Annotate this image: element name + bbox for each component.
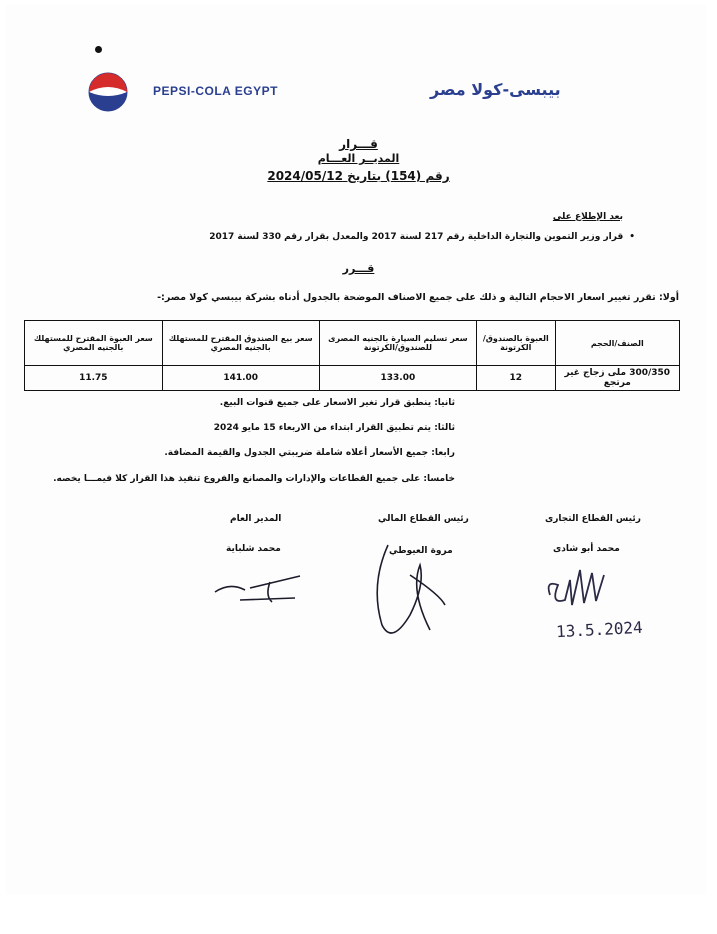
decision-title: قـــرار [339, 137, 378, 151]
decision-number: رقم (154) بتاريخ 2024/05/12 [267, 169, 450, 183]
clause-second: ثانيا: ينطبق قرار تغير الاسعار على جميع قنوات البيع. [219, 398, 455, 408]
table-header: سعر العبوة المقترح للمستهلك بالجنيه المصري [25, 321, 163, 366]
table-header: سعر تسليم السيارة بالجنيه المصرى للصندوق/الكرتونة [319, 321, 476, 366]
price-table [24, 320, 680, 391]
signature-finance-scribble [370, 535, 450, 645]
table-cell: 141.00 [162, 366, 319, 391]
clause-fifth: خامسا: على جميع القطاعات والإدارات والمصانع والفروع تنفيذ هذا القرار كلا فيمـــا يخصه. [53, 474, 455, 484]
signature-gm-scribble [210, 570, 310, 610]
pepsi-globe-logo [88, 72, 128, 112]
issuer-title: المديــر العـــام [317, 152, 400, 165]
table-cell: 11.75 [25, 366, 163, 391]
signature-name-finance: مروة العيوطي [389, 546, 453, 556]
table-cell: 12 [476, 366, 555, 391]
brand-name-english: PEPSI-COLA EGYPT [153, 84, 278, 98]
clause-third: ثالثا: يتم تطبيق القرار ابتداء من الاربعاء 15 مايو 2024 [213, 423, 455, 433]
table-header: العبوة بالصندوق/ الكرتونة [476, 321, 555, 366]
preamble-intro: بعد الإطلاع على [552, 212, 623, 222]
signature-commercial-scribble [540, 565, 620, 615]
signature-title-commercial: رئيس القطاع التجارى [545, 514, 641, 524]
handwritten-date: 13.5.2024 [555, 617, 644, 642]
table-cell: 133.00 [319, 366, 476, 391]
clause-fourth: رابعا: جميع الأسعار أعلاه شاملة ضريبتي الجدول والقيمة المضافة. [164, 448, 455, 458]
table-header-row [25, 321, 680, 366]
preamble-bullet: • قرار وزير التموين والتجارة الداخلية رقم 217 لسنة 2017 والمعدل بقرار رقم 330 لسنة 2017 [209, 232, 635, 242]
table-header: الصنف/الحجم [555, 321, 679, 366]
signature-title-finance: رئيس القطاع المالي [378, 514, 469, 524]
brand-name-arabic: بيبسى-كولا مصر [430, 80, 561, 99]
signature-title-gm: المدير العام [230, 514, 282, 524]
signature-name-gm: محمد شلباية [226, 544, 281, 554]
signature-name-commercial: محمد أبو شادى [553, 544, 620, 554]
decision-heading: قـــرر [342, 262, 375, 275]
bullet-dot [95, 46, 102, 53]
table-row [25, 366, 680, 391]
table-cell: 300/350 ملى زجاج غير مرتجع [555, 366, 679, 391]
table-header: سعر بيع الصندوق المقترح للمستهلك بالجنيه المصري [162, 321, 319, 366]
clause-first: أولا: تقرر تغيير اسعار الاحجام التالية و ذلك على جميع الاصناف الموضحة بالجدول أدناه بشركة بيبسي كولا مصر:- [157, 292, 679, 303]
